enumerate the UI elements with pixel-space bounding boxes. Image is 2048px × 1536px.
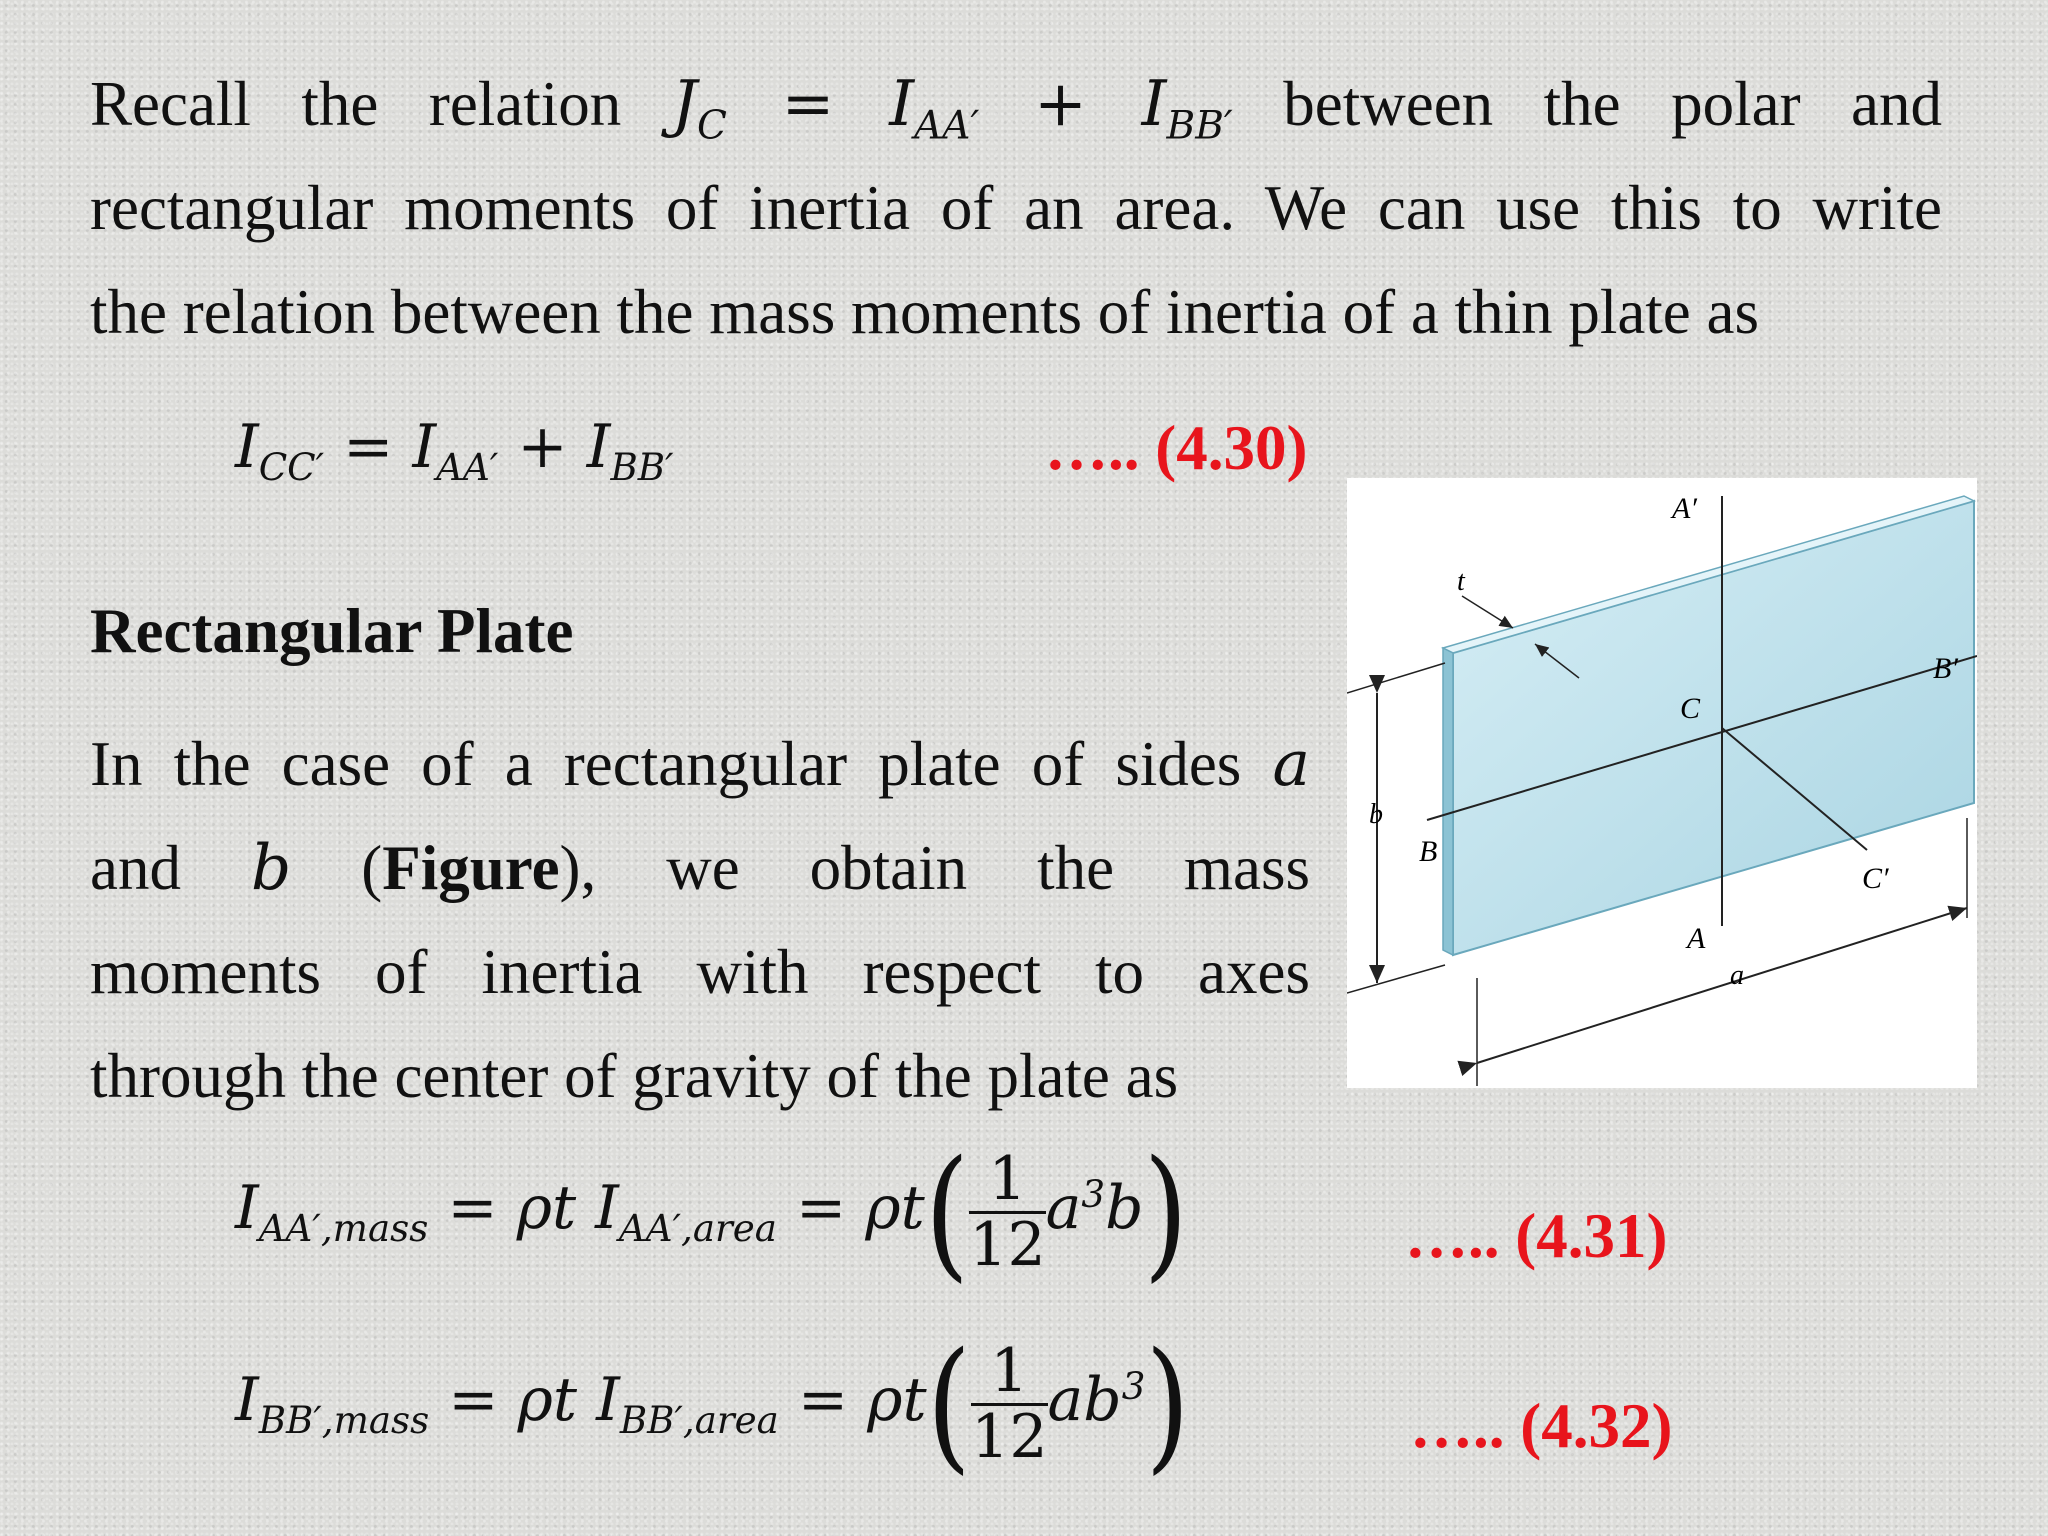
para-line2-rest: ), we obtain the mass [559,833,1311,903]
intro-line1-post: between the polar and [1283,69,1942,139]
para-line2-and: and [90,833,181,903]
label-C: C [1680,692,1701,725]
equation-4-31-label: ….. (4.31) [1405,1201,1668,1271]
equation-4-31: $I_{AA',mass} = \rho t$ $I_{AA',area} = \rho t$( $\frac{1}{12}$ $a^3b$) [235,1128,1188,1295]
label-t: t [1457,566,1465,597]
intro-line-3: the relation between the mass moments of inertia of a thin plate as [90,277,1759,347]
intro-line1-pre: Recall the relation [90,69,622,139]
label-B: B [1419,835,1438,868]
equation-4-30: $I_{CC'} = I_{AA'} + I_{BB'}$ [235,412,674,489]
side-a-symbol: a [1272,727,1310,800]
intro-line-2: rectangular moments of inertia of an area. We can use this to write [90,173,1942,243]
label-C-prime: C′ [1862,862,1889,895]
para-line-4: through the center of gravity of the plate as [90,1041,1179,1111]
label-b: b [1369,799,1383,830]
equation-4-32: $I_{BB',mass} = \rho t$ $I_{BB',area} = \rho t$( $\frac{1}{12}$ $ab^3$) [235,1320,1190,1487]
figure-reference: (Figure [361,833,560,903]
rectangular-plate-figure [1347,478,1977,1088]
label-A: A [1687,922,1706,955]
equation-4-30-label: ….. (4.30) [1045,413,1308,483]
plate-diagram [1347,478,1977,1088]
para-line-1 [90,712,1310,816]
equation-4-32-label: ….. (4.32) [1410,1391,1673,1461]
polar-relation-formula: $J_C = I_{AA'} + I_{BB'}$ [671,67,1233,149]
label-a: a [1730,960,1744,991]
label-A-prime: A′ [1672,492,1697,525]
label-B-prime: B′ [1933,652,1958,685]
plate-thickness-side [1443,648,1453,955]
para-line-2 [90,816,1310,920]
para-line1-text: In the case of a rectangular plate of sides [90,729,1242,799]
para-line-3: moments of inertia with respect to axes [90,937,1310,1007]
figure-word: Figure [382,833,560,903]
side-b-symbol: b [250,831,292,904]
dimension-a-line [1477,908,1967,1063]
section-heading: Rectangular Plate [90,596,574,666]
